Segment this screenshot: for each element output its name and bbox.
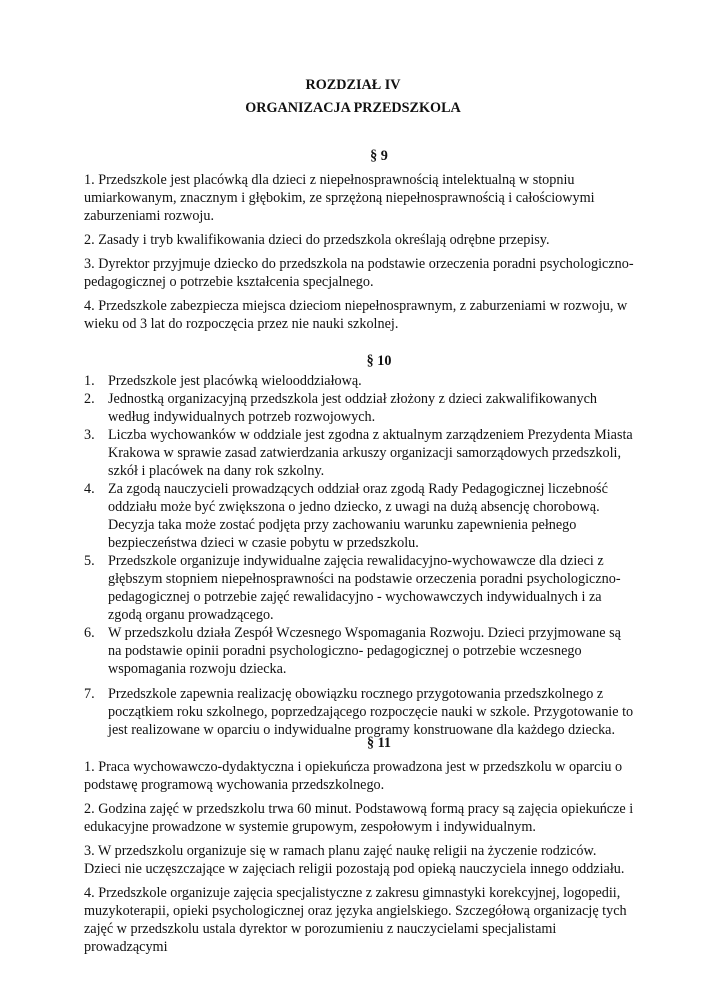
list-item-text: W przedszkolu działa Zespół Wczesnego Wspomagania Rozwoju. Dzieci przyjmowane są na podstawie opinii poradni psychologiczno- pedagogicznej o potrzebie wczesnego wspomagania rozwoju dziecka.: [108, 625, 621, 677]
list-item-text: Liczba wychowanków w oddziale jest zgodna z aktualnym zarządzeniem Prezydenta Miasta Krakowa w sprawie zasad zatwierdzania arkuszy organizacji samorządowych przedszkoli, szkół i placówek na dany rok szkolny.: [108, 427, 633, 479]
section-11-paragraph-2: 2. Godzina zajęć w przedszkolu trwa 60 minut. Podstawową formą pracy są zajęcia opiekuńcze i edukacyjne prowadzone w systemie grupowym, zespołowym i indywidualnym.: [84, 801, 634, 835]
list-item: [84, 426, 634, 480]
chapter-title: ORGANIZACJA PRZEDSZKOLA: [245, 100, 461, 116]
list-item: [84, 552, 634, 624]
section-11-paragraph-1: 1. Praca wychowawczo-dydaktyczna i opiekuńcza prowadzona jest w przedszkolu w oparciu o podstawę programową wychowania przedszkolnego.: [84, 759, 623, 793]
list-item-number: 5.: [84, 553, 95, 569]
list-item-number: 7.: [84, 686, 95, 702]
list-item-number: 1.: [84, 373, 95, 389]
section-9-paragraph-2: 2. Zasady i tryb kwalifikowania dzieci do przedszkola określają odrębne przepisy.: [84, 232, 550, 248]
section-11: [84, 734, 634, 962]
list-item-number: 4.: [84, 481, 95, 497]
section-10-title: § 10: [366, 353, 392, 369]
list-item-text: Za zgodą nauczycieli prowadzących oddział oraz zgodą Rady Pedagogicznej liczebność oddziału może być zwiększona o jedno dziecko, z uwagi na dużą absencję chorobową. Decyzja taka może zostać podjęta przy zachowaniu warunku zapewnienia pełnego bezpieczeństwa dzieci w czasie pobytu w przedszkolu.: [108, 481, 608, 551]
list-item: [84, 624, 634, 678]
list-item-text: Jednostką organizacyjną przedszkola jest oddział złożony z dzieci zakwalifikowanych według indywidualnych potrzeb rozwojowych.: [108, 391, 598, 425]
section-10: [84, 352, 634, 739]
section-9-paragraph-4: 4. Przedszkole zabezpiecza miejsca dzieciom niepełnosprawnym, z zaburzeniami w rozwoju, w wieku od 3 lat do rozpoczęcia przez nie nauki szkolnej.: [84, 298, 628, 332]
list-item: [84, 390, 634, 426]
section-10-list: [84, 372, 634, 739]
list-item-text: Przedszkole organizuje indywidualne zajęcia rewalidacyjno-wychowawcze dla dzieci z głębszym stopniem niepełnosprawności na podstawie orzeczenia poradni psychologiczno-pedagogicznej o potrzebie zajęć rewalidacyjno - wychowawczych indywidualnych i za zgodą organu prowadzącego.: [108, 553, 621, 623]
section-11-paragraph-4: 4. Przedszkole organizuje zajęcia specjalistyczne z zakresu gimnastyki korekcyjnej, logopedii, muzykoterapii, opieki psychologicznej oraz języka angielskiego. Szczegółową organizację tych zajęć w przedszkolu ustala dyrektor w porozumieniu z nauczycielami specjalistami prowadzącymi: [84, 885, 627, 955]
list-item-number: 6.: [84, 625, 95, 641]
list-item-number: 2.: [84, 391, 95, 407]
section-9-paragraph-1: 1. Przedszkole jest placówką dla dzieci z niepełnosprawnością intelektualną w stopniu umiarkowanym, znacznym i głębokim, ze sprzężoną niepełnosprawnością i całościowymi zaburzeniami rozwoju.: [84, 172, 595, 224]
list-item-number: 3.: [84, 427, 95, 443]
list-item-text: Przedszkole jest placówką wielooddziałową.: [108, 373, 362, 389]
list-item: [84, 372, 634, 390]
list-item: [84, 685, 634, 739]
section-11-paragraph-3: 3. W przedszkolu organizuje się w ramach planu zajęć naukę religii na życzenie rodziców. Dzieci nie uczęszczające w zajęciach religii pozostają pod opieką nauczyciela innego oddziału.: [84, 843, 625, 877]
list-item-text: Przedszkole zapewnia realizację obowiązku rocznego przygotowania przedszkolnego z początkiem roku szkolnego, poprzedzającego rozpoczęcie nauki w szkole. Przygotowanie to jest realizowane w oparciu o indywidualne programy konstruowane dla każdego dziecka.: [108, 686, 634, 738]
list-item: [84, 480, 634, 552]
section-9-title: § 9: [370, 148, 388, 164]
section-9-paragraph-3: 3. Dyrektor przyjmuje dziecko do przedszkola na podstawie orzeczenia poradni psychologiczno-pedagogicznej o potrzebie kształcenia specjalnego.: [84, 256, 634, 290]
section-11-title: § 11: [366, 735, 392, 751]
section-9: [84, 147, 634, 339]
chapter-heading: ROZDZIAŁ IV: [305, 77, 401, 93]
